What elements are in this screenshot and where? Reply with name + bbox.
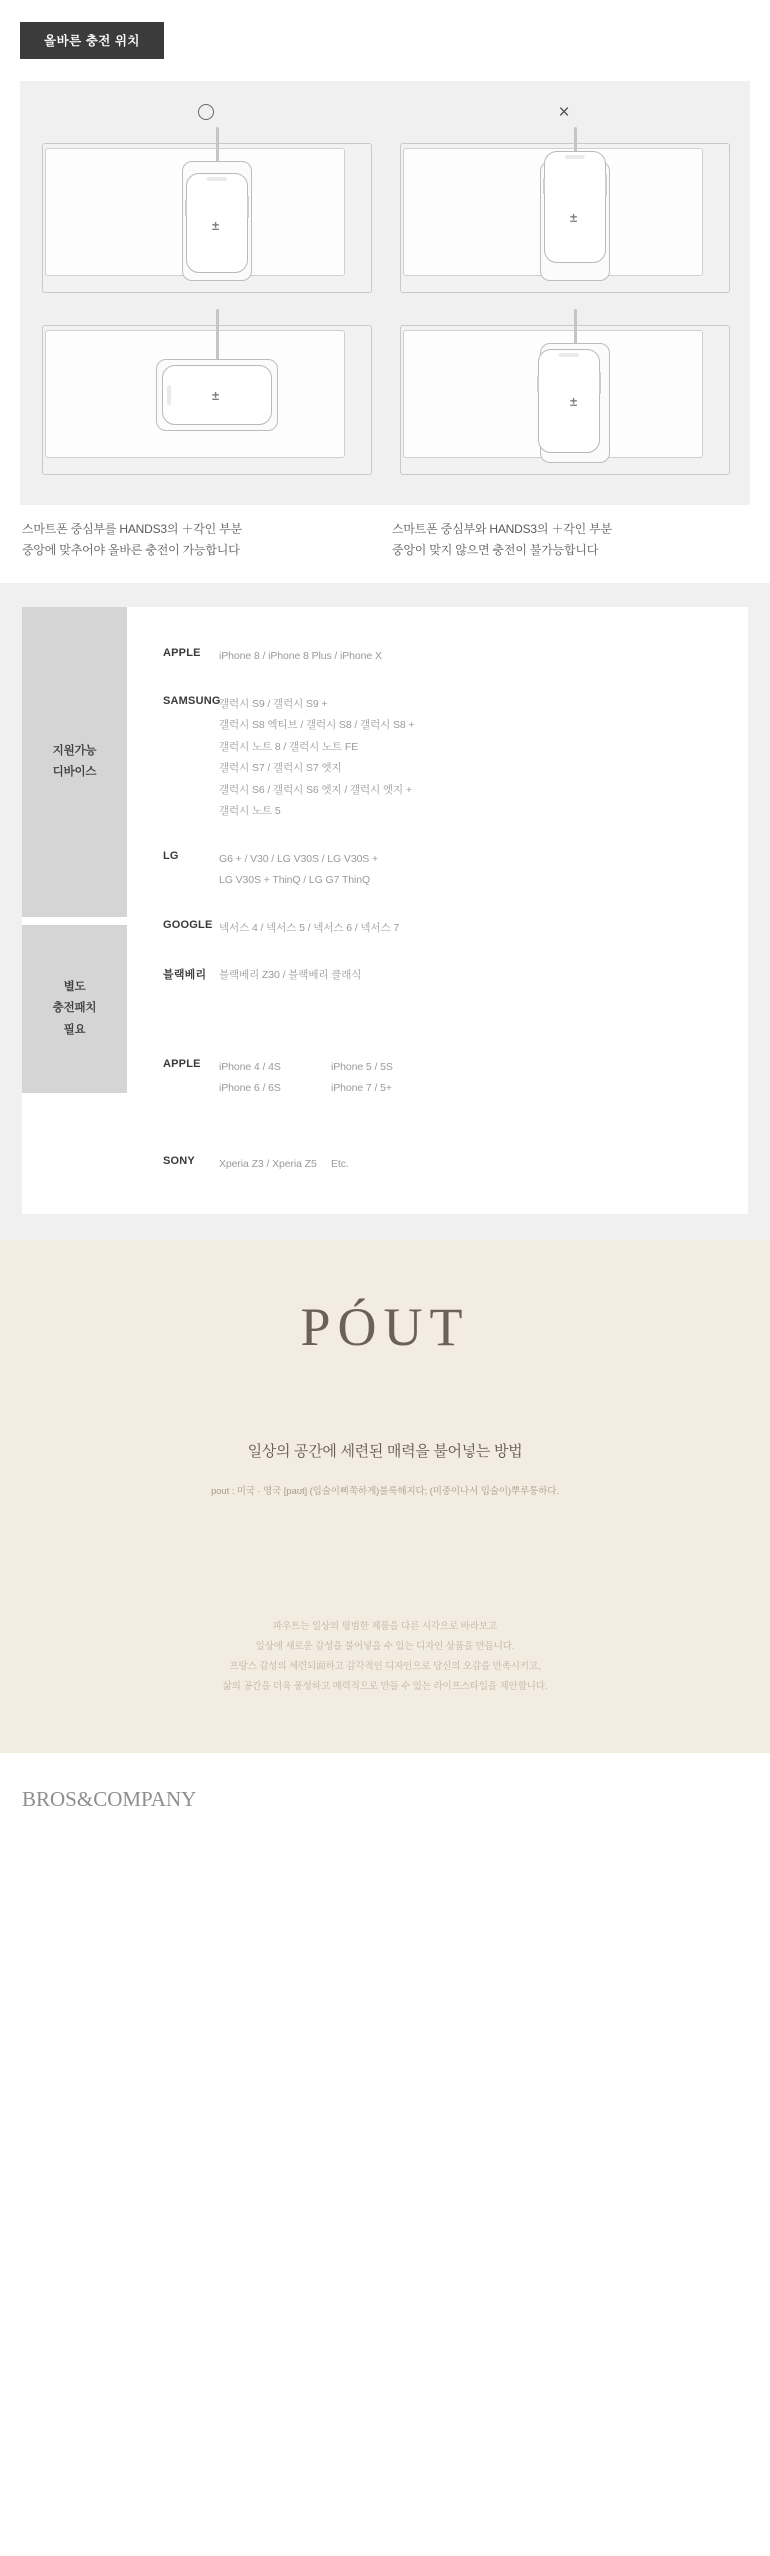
company-logo: BROS&COMPANY — [22, 1786, 197, 1811]
devices-table — [22, 607, 748, 1214]
caption-good-line2: 중앙에 맞추어야 올바른 충전이 가능합니다 — [22, 543, 240, 557]
good-mark — [34, 97, 378, 127]
pout-logo — [20, 1297, 750, 1358]
brand-label: APPLE — [163, 647, 201, 659]
model-line: 갤럭시 S9 / 갤럭시 S9 + — [219, 697, 328, 710]
model-line: 블랙베리 Z30 / 블랙베리 클래식 — [219, 969, 362, 982]
caption-bad — [392, 519, 748, 561]
circle-icon — [198, 104, 214, 120]
phone-portrait-misaligned — [544, 151, 606, 263]
device-group-apple-patch — [127, 1044, 748, 1113]
model-line: 갤럭시 S8 엑티브 / 갤럭시 S8 / 갤럭시 S8 + — [219, 719, 415, 732]
charger-cord — [216, 127, 219, 163]
device-group-blackberry — [127, 952, 748, 1000]
devices-content-column — [127, 607, 748, 1214]
desc-line-4: 삶의 공간을 더욱 풍성하고 매력적으로 만들 수 있는 라이프스타일을 제안합니다. — [222, 1681, 548, 1693]
model-right: Etc. — [331, 1157, 349, 1170]
phone-power-button — [605, 174, 607, 196]
model-list — [219, 694, 414, 823]
brand-label: SONY — [163, 1154, 195, 1167]
device-group-samsung — [127, 681, 748, 836]
caption-bad-line2: 중앙이 맞지 않으면 충전이 불가능합니다 — [392, 543, 599, 557]
charging-illustration-grid — [20, 81, 750, 505]
phone-notch — [167, 385, 171, 405]
model-left: iPhone 6 / 6S — [219, 1082, 281, 1095]
plus-engraving: ± — [570, 394, 578, 409]
mark-row — [34, 97, 736, 127]
brand-label: 블랙베리 — [163, 969, 207, 982]
page-footer — [0, 1753, 770, 1852]
logo-letter-t: T — [429, 1297, 470, 1358]
brand-story-section — [0, 1240, 770, 1753]
brand-label: SAMSUNG — [163, 694, 221, 707]
brand-pronunciation: pout : 미국 · 영국 [paʊt] (입술이삐쭉하게)불룩해지다; (미중이나서 입술이)뿌루퉁하다. — [211, 1486, 559, 1498]
charging-position-section — [0, 0, 770, 583]
desc-line-3: 프랑스 감성의 세련되面하고 감각적인 디자인으로 당신의 오감을 만족시키고, — [229, 1661, 541, 1673]
label-line-1: 지원가능 — [52, 744, 97, 757]
label-supported-devices — [22, 607, 127, 917]
model-list — [219, 646, 382, 668]
device-group-sony — [127, 1141, 748, 1189]
model-list — [219, 1154, 349, 1176]
section-badge: 올바른 충전 위치 — [20, 22, 164, 59]
caption-good-line1: 스마트폰 중심부를 HANDS3의 ＋각인 부분 — [22, 522, 242, 536]
supported-devices-section — [0, 583, 770, 1240]
cross-icon: × — [558, 101, 570, 123]
label-line-3: 필요 — [63, 1023, 86, 1036]
label-line-2: 디바이스 — [52, 766, 97, 778]
brand-tagline: 일상의 공간에 세련된 매력을 불어넣는 방법 — [247, 1443, 523, 1461]
model-left: Xperia Z3 / Xperia Z5 — [219, 1157, 317, 1170]
desc-line-1: 파우트는 일상의 평범한 제품을 다른 시각으로 바라보고 — [272, 1621, 497, 1633]
device-group-lg — [127, 836, 748, 905]
desc-line-2: 일상에 새로운 감성을 불어넣을 수 있는 디자인 상품을 만듭니다. — [255, 1641, 515, 1653]
model-line: iPhone 8 / iPhone 8 Plus / iPhone X — [219, 650, 382, 662]
brand-label: LG — [163, 849, 179, 862]
phone-notch — [565, 155, 585, 159]
logo-letter-p: P — [300, 1297, 338, 1358]
phone-volume-button — [537, 376, 539, 392]
logo-letter-u: U — [383, 1297, 430, 1358]
phone-portrait-misaligned — [538, 349, 600, 453]
device-group-apple — [127, 633, 748, 681]
model-line: 갤럭시 노트 5 — [219, 805, 281, 818]
plus-engraving: ± — [212, 218, 220, 233]
phone-power-button — [247, 196, 249, 218]
model-list — [219, 849, 378, 892]
illustration-good-portrait — [34, 127, 378, 309]
model-line: LG V30S + ThinQ / LG G7 ThinQ — [219, 874, 371, 887]
model-line: 갤럭시 S7 / 갤럭시 S7 엣지 — [219, 762, 342, 775]
brand-label: APPLE — [163, 1057, 201, 1070]
model-line-pair — [219, 1154, 349, 1176]
illustration-row-bottom — [34, 309, 736, 491]
illustration-bad-portrait — [392, 127, 736, 309]
devices-label-column — [22, 607, 127, 1214]
phone-volume-button — [185, 200, 187, 216]
label-patch-required — [22, 925, 127, 1093]
phone-volume-button — [543, 178, 545, 194]
phone-power-button — [599, 372, 601, 394]
model-line-pair — [219, 1057, 393, 1079]
illustration-bad-landscape — [392, 309, 736, 491]
model-line: 갤럭시 S6 / 갤럭시 S6 엣지 / 갤럭시 엣지 + — [219, 783, 412, 796]
model-list — [219, 1057, 393, 1100]
charger-cord — [216, 309, 219, 361]
caption-good — [22, 519, 378, 561]
label-line-2: 충전패치 — [52, 1002, 97, 1015]
illustration-good-landscape — [34, 309, 378, 491]
logo-letter-o: Ó — [337, 1297, 384, 1358]
phone-notch — [207, 177, 227, 181]
device-group-google — [127, 905, 748, 953]
model-line-pair — [219, 1078, 393, 1100]
bad-mark — [392, 97, 736, 127]
caption-bad-line1: 스마트폰 중심부와 HANDS3의 ＋각인 부분 — [392, 522, 612, 536]
model-list — [219, 965, 361, 987]
model-right: iPhone 7 / 5+ — [331, 1082, 392, 1095]
plus-engraving: ± — [212, 388, 220, 403]
model-line: G6 + / V30 / LG V30S / LG V30S + — [219, 852, 379, 865]
model-right: iPhone 5 / 5S — [331, 1060, 393, 1073]
model-line: 넥서스 4 / 넥서스 5 / 넥서스 6 / 넥서스 7 — [219, 921, 400, 934]
charger-cord — [574, 309, 577, 345]
label-line-1: 별도 — [63, 981, 86, 994]
brand-description — [20, 1617, 750, 1697]
model-list — [219, 918, 399, 940]
caption-row — [20, 505, 750, 583]
illustration-row-top — [34, 127, 736, 309]
phone-notch — [559, 353, 579, 357]
model-line: 갤럭시 노트 8 / 갤럭시 노트 FE — [219, 740, 359, 753]
model-left: iPhone 4 / 4S — [219, 1060, 281, 1073]
plus-engraving: ± — [570, 210, 578, 225]
brand-label: GOOGLE — [163, 918, 213, 931]
